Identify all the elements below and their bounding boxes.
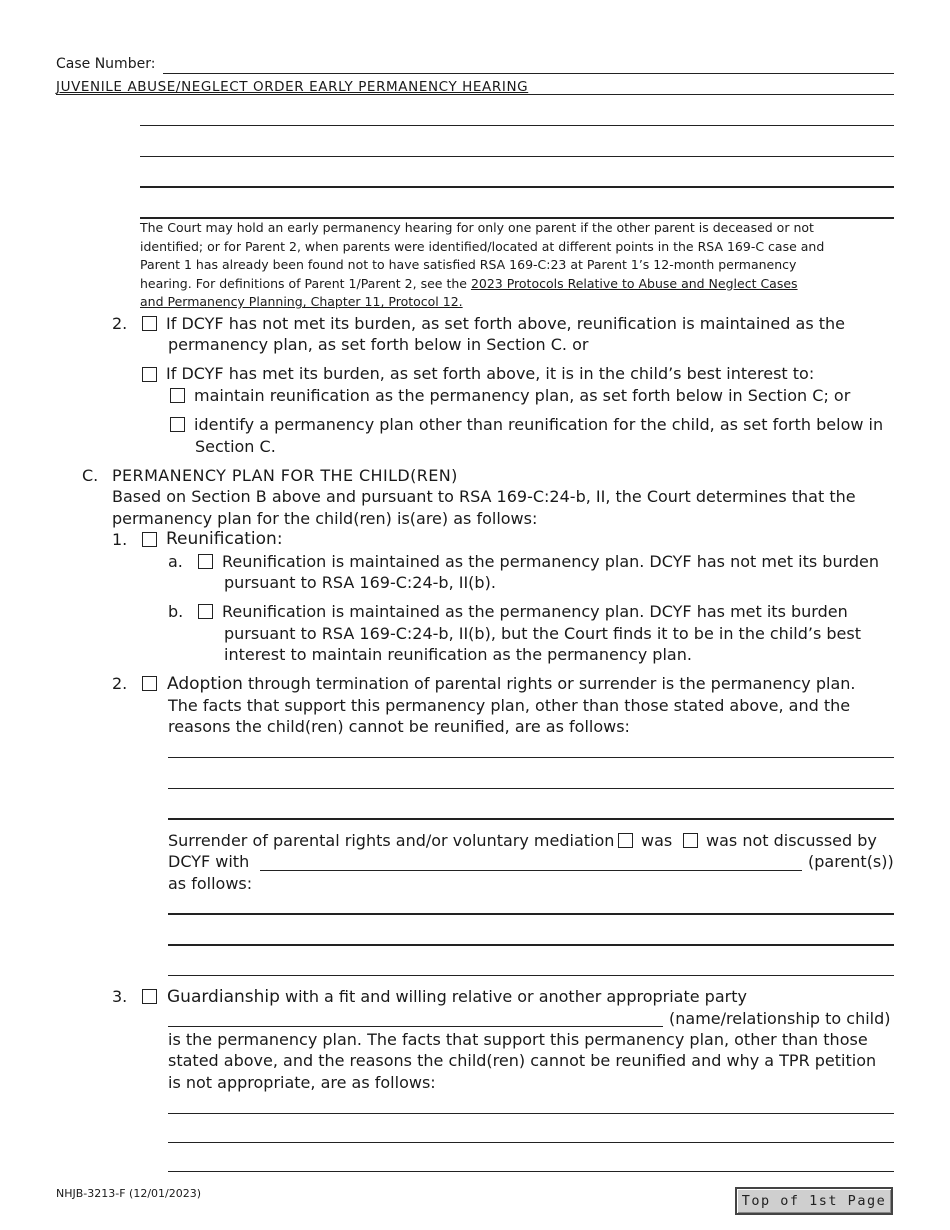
reunification-label: Reunification:: [166, 529, 283, 549]
answer-line[interactable]: [140, 156, 894, 157]
sub-letter: a.: [168, 552, 183, 571]
discussion-line[interactable]: [168, 975, 894, 976]
checkbox-was-not-discussed[interactable]: [683, 833, 698, 848]
option-burden-met: If DCYF has met its burden, as set forth above, it is in the child’s best interest to:: [166, 364, 815, 383]
checkbox-guardianship[interactable]: [142, 989, 157, 1004]
form-id: NHJB-3213-F (12/01/2023): [56, 1187, 202, 1200]
was-label: was: [641, 831, 673, 850]
parents-name-field[interactable]: [260, 870, 802, 871]
section-c-intro-line2: permanency plan for the child(ren) is(are) as follows:: [112, 509, 538, 528]
surrender-text: Surrender of parental rights and/or voluntary mediation: [168, 831, 615, 850]
item-number: 2.: [112, 314, 128, 333]
case-number-label: Case Number:: [56, 56, 156, 72]
answer-line[interactable]: [140, 125, 894, 126]
discussion-line[interactable]: [168, 913, 894, 915]
reunification-b-text: Reunification is maintained as the permanency plan. DCYF has met its burden: [222, 602, 848, 621]
form-title: JUVENILE ABUSE/NEGLECT ORDER EARLY PERMANENCY HEARING: [56, 79, 529, 95]
name-relationship-label: (name/relationship to child): [669, 1009, 891, 1028]
case-number-field[interactable]: [163, 73, 894, 74]
checkbox-adoption[interactable]: [142, 676, 157, 691]
as-follows-label: as follows:: [168, 874, 253, 893]
option-maintain-reunification: maintain reunification as the permanency plan, as set forth below in Section C; or: [194, 386, 851, 405]
reunification-b-text-line2: pursuant to RSA 169-C:24-b, II(b), but the Court finds it to be in the child’s best: [224, 624, 861, 643]
adoption-text-line2: The facts that support this permanency plan, other than those stated above, and the: [168, 696, 851, 715]
adoption-text: Adoption through termination of parental rights or surrender is the permanency plan.: [167, 674, 856, 694]
was-not-label: was not discussed by: [706, 831, 877, 850]
section-c-letter: C.: [82, 466, 99, 485]
reunification-b-text-line3: interest to maintain reunification as the permanency plan.: [224, 645, 692, 664]
reunification-a-text-line2: pursuant to RSA 169-C:24-b, II(b).: [224, 573, 496, 592]
guardianship-text: Guardianship with a fit and willing relative or another appropriate party: [167, 987, 747, 1007]
guardianship-text-line4: stated above, and the reasons the child(ren) cannot be reunified and why a TPR petition: [168, 1051, 877, 1070]
guardian-name-field[interactable]: [168, 1026, 663, 1027]
header-divider: [56, 94, 894, 95]
section-c-heading: PERMANENCY PLAN FOR THE CHILD(REN): [112, 466, 458, 485]
adoption-facts-line[interactable]: [168, 818, 894, 820]
adoption-facts-line[interactable]: [168, 788, 894, 789]
protocols-link[interactable]: 2023 Protocols Relative to Abuse and Neglect Cases: [470, 275, 798, 291]
sub-letter: b.: [168, 602, 184, 621]
top-of-first-page-button[interactable]: Top of 1st Page: [735, 1187, 893, 1215]
item-number: 2.: [112, 674, 128, 693]
option-burden-not-met-line2: permanency plan, as set forth below in Section C. or: [168, 335, 589, 354]
checkbox-was-discussed[interactable]: [618, 833, 633, 848]
item-number: 3.: [112, 987, 128, 1006]
checkbox-burden-not-met[interactable]: [142, 316, 157, 331]
reunification-a-text: Reunification is maintained as the permanency plan. DCYF has not met its burden: [222, 552, 880, 571]
checkbox-maintain-reunification[interactable]: [170, 388, 185, 403]
checkbox-reunification-b[interactable]: [198, 604, 213, 619]
option-other-plan-line2: Section C.: [195, 437, 276, 456]
discussion-line[interactable]: [168, 944, 894, 946]
note-paragraph: The Court may hold an early permanency hearing for only one parent if the other parent is deceased or not identified; or for Parent 2, when parents were identified/located at different points in the RSA 169-C case and Parent 1 has already been found not to have satisfied RSA 169-C:23 at Parent 1’s 12-month permanency hearing. For definitions of Parent 1/Parent 2, see the 2023 Protocols Relative to Abuse and Neglect Cases and Permanency Planning, Chapter 11, Protocol 12.: [140, 219, 824, 312]
checkbox-reunification[interactable]: [142, 532, 157, 547]
checkbox-burden-met[interactable]: [142, 367, 157, 382]
checkbox-reunification-a[interactable]: [198, 554, 213, 569]
guardianship-text-line5: is not appropriate, are as follows:: [168, 1073, 436, 1092]
checkbox-other-plan[interactable]: [170, 417, 185, 432]
answer-line[interactable]: [140, 186, 894, 188]
item-number: 1.: [112, 530, 128, 549]
guardianship-facts-line[interactable]: [168, 1171, 894, 1172]
parents-label: (parent(s)): [808, 852, 894, 871]
guardianship-facts-line[interactable]: [168, 1142, 894, 1143]
option-other-plan: identify a permanency plan other than reunification for the child, as set forth below in: [194, 415, 884, 434]
protocols-link-cont[interactable]: and Permanency Planning, Chapter 11, Protocol 12.: [140, 294, 463, 309]
guardianship-facts-line[interactable]: [168, 1113, 894, 1114]
section-c-intro: Based on Section B above and pursuant to RSA 169-C:24-b, II, the Court determines that the: [112, 487, 856, 506]
option-burden-not-met: If DCYF has not met its burden, as set forth above, reunification is maintained as the: [166, 314, 845, 333]
guardianship-text-line3: is the permanency plan. The facts that support this permanency plan, other than those: [168, 1030, 868, 1049]
adoption-facts-line[interactable]: [168, 757, 894, 758]
dcyf-with-label: DCYF with: [168, 852, 250, 871]
adoption-text-line3: reasons the child(ren) cannot be reunified, are as follows:: [168, 717, 630, 736]
